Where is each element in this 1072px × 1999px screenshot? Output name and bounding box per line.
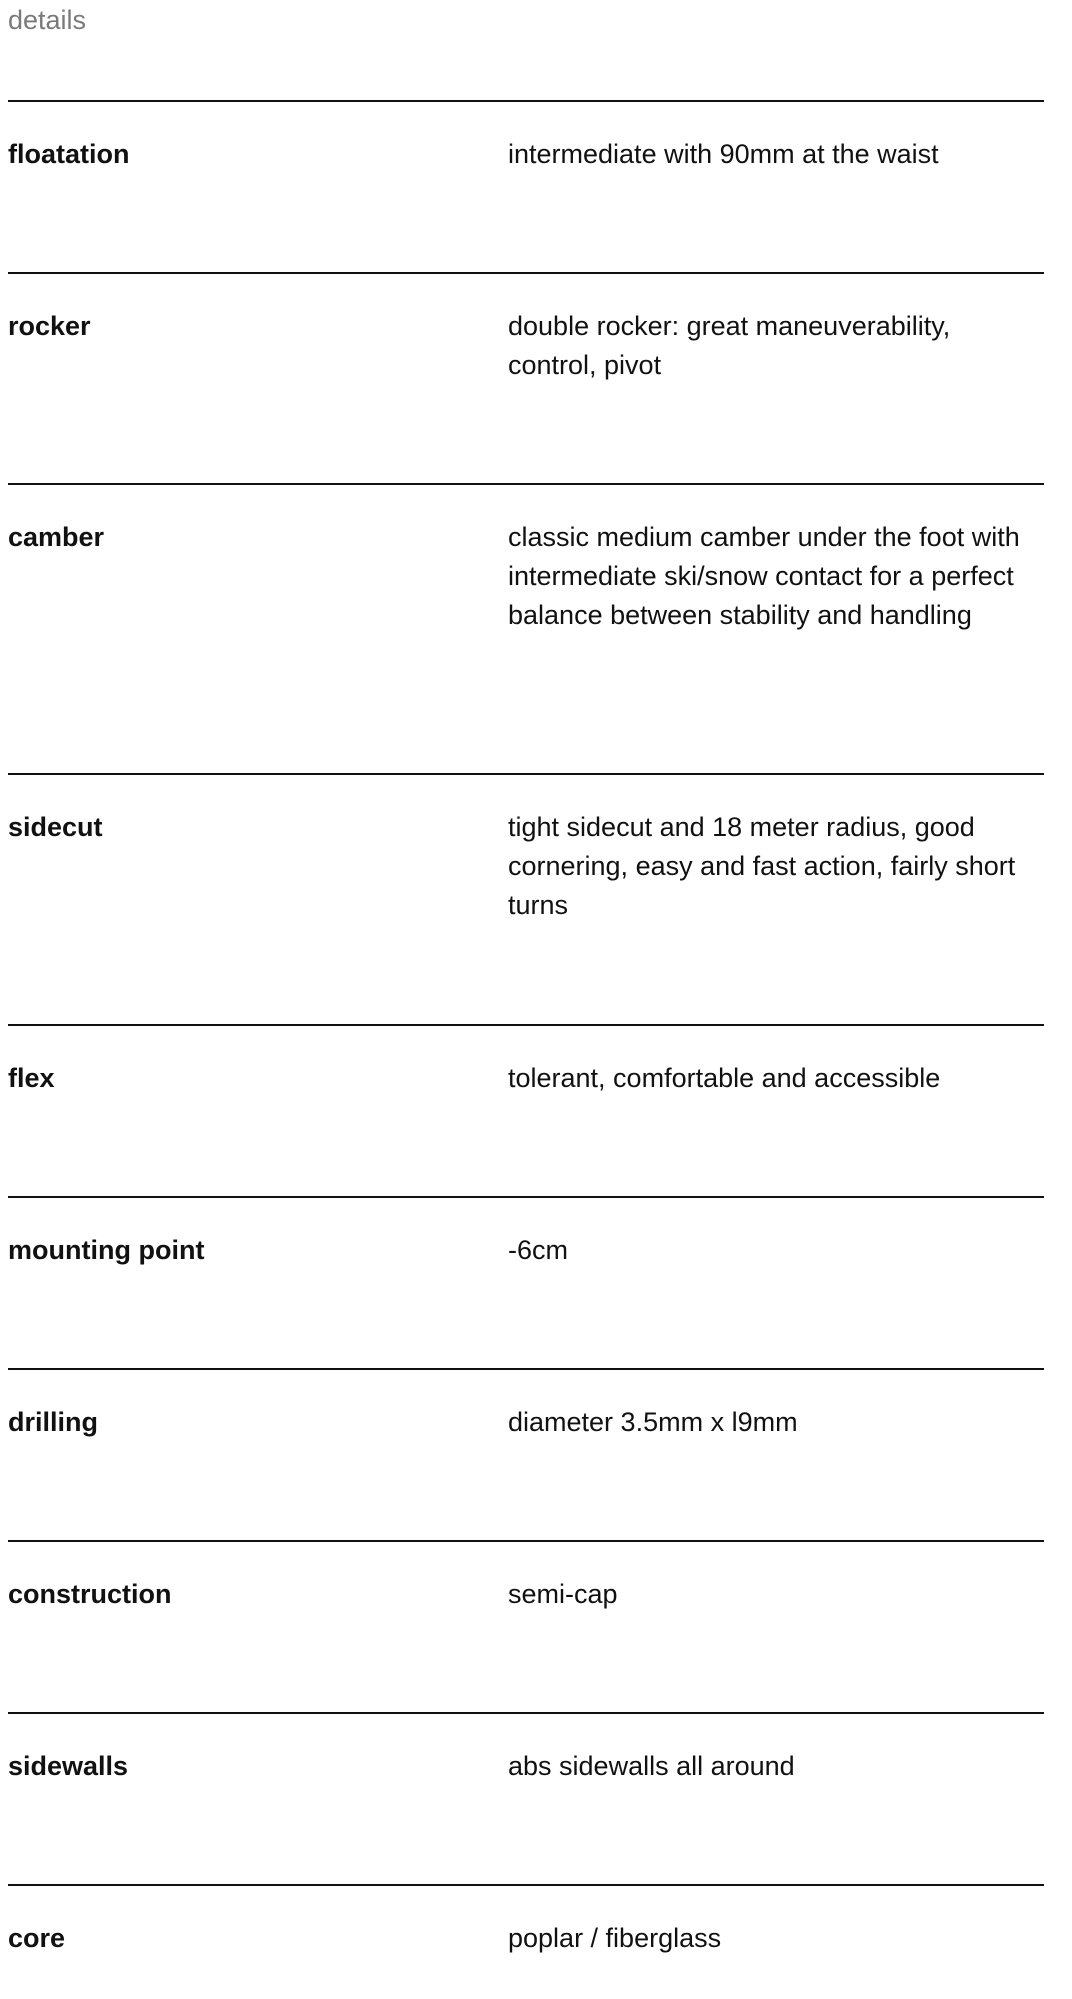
spec-value: intermediate with 90mm at the waist [508,139,939,169]
spec-label: construction [8,1579,172,1609]
spec-row-core [8,1884,1044,1999]
spec-label: floatation [8,139,130,169]
spec-table [8,100,1044,1999]
section-title: details [8,5,87,35]
spec-value: semi-cap [508,1579,618,1609]
spec-value: double rocker: great maneuverability, control, pivot [508,311,951,380]
spec-value: tight sidecut and 18 meter radius, good cornering, easy and fast action, fairly short turns [508,812,1016,920]
spec-label: drilling [8,1407,98,1437]
spec-label: core [8,1923,66,1953]
spec-value: tolerant, comfortable and accessible [508,1063,941,1093]
spec-label: sidecut [8,812,103,842]
spec-row-sidecut [8,773,1044,1024]
spec-label: rocker [8,311,91,341]
spec-value: diameter 3.5mm x l9mm [508,1407,798,1437]
spec-value: -6cm [508,1235,568,1265]
spec-row-flex [8,1024,1044,1196]
spec-label: camber [8,522,105,552]
spec-value: classic medium camber under the foot with intermediate ski/snow contact for a perfect balance between stability and handling [508,522,1020,630]
spec-row-camber [8,483,1044,773]
spec-row-construction [8,1540,1044,1712]
spec-label: flex [8,1063,55,1093]
spec-row-mounting-point [8,1196,1044,1368]
spec-value: poplar / fiberglass [508,1923,722,1953]
spec-row-drilling [8,1368,1044,1540]
spec-row-sidewalls [8,1712,1044,1884]
spec-row-floatation [8,100,1044,272]
spec-label: sidewalls [8,1751,129,1781]
spec-value: abs sidewalls all around [508,1751,795,1781]
spec-label: mounting point [8,1235,205,1265]
spec-row-rocker [8,272,1044,483]
